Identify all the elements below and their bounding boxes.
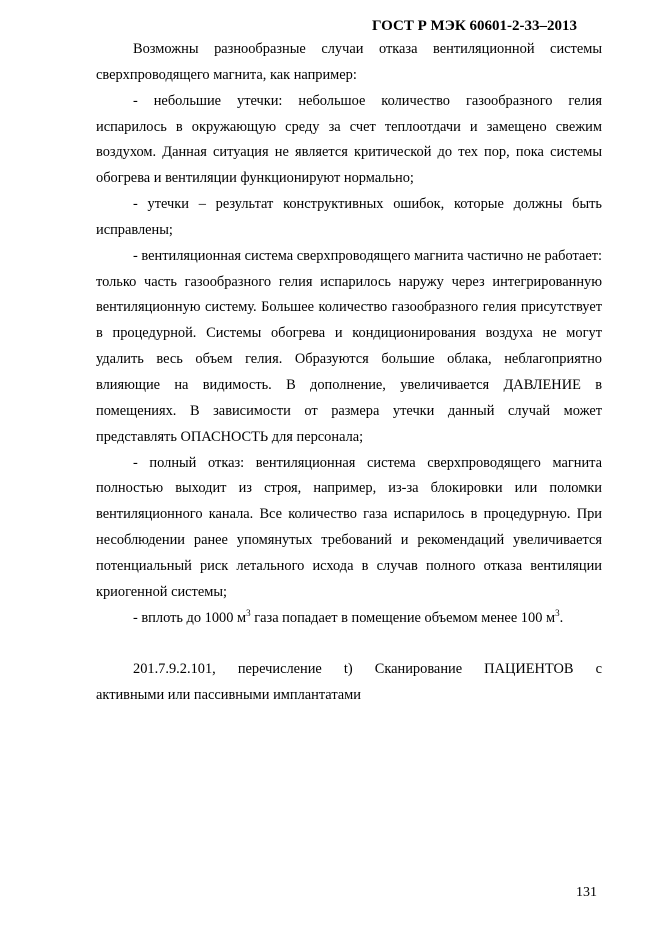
gas-volume-text-3: . bbox=[559, 609, 564, 626]
paragraph-partial-failure: - вентиляционная система сверхпроводящего магнита частично не работает: только часть газообразного гелия испарилось наружу через интегрированную вентиляционную систему. Большее количество газообразного гелия присутствует в процедурной. Системы обогрева и кондиционирования воздуха не могут удалить весь объем гелия. Образуются большие облака, неблагоприятно влияющие на видимость. В дополнение, увеличивается ДАВЛЕНИЕ в помещениях. В зависимости от размера утечки данный случай может представлять ОПАСНОСТЬ для персонала; bbox=[96, 247, 602, 445]
superscript-cubic-1: 3 bbox=[246, 607, 251, 618]
section-heading-line-1: 201.7.9.2.101, перечисление t) Сканирование ПАЦИЕНТОВ с bbox=[133, 661, 602, 678]
page-number: 131 bbox=[576, 885, 597, 900]
paragraph-small-leaks: - небольшие утечки: небольшое количество газообразного гелия испарилось в окружающую среду за счет теплоотдачи и замещено свежим воздухом. Данная ситуация не является критической до тех пор, пока системы обогрева и вентиляции функционируют нормально; bbox=[96, 92, 602, 187]
section-heading-line-2: активными или пассивными имплантатами bbox=[96, 687, 361, 704]
paragraph-intro: Возможны разнообразные случаи отказа вентиляционной системы сверхпроводящего магнита, как например: bbox=[96, 41, 602, 83]
gas-volume-text-2: газа попадает в помещение объемом менее 100 м bbox=[250, 609, 556, 626]
paragraph-full-failure: - полный отказ: вентиляционная система сверхпроводящего магнита полностью выходит из строя, например, из-за блокировки или поломки вентиляционного канала. Все количество газа испарилось в процедурную. При несоблюдении ранее упомянутых требований и рекомендаций увеличивается потенциальный риск летального исхода в случав полного отказа вентиляции криогенной системы; bbox=[96, 454, 602, 600]
paragraph-gas-volume bbox=[96, 606, 602, 632]
standard-header: ГОСТ Р МЭК 60601-2-33–2013 bbox=[372, 18, 577, 34]
superscript-cubic-2: 3 bbox=[555, 607, 560, 618]
document-body bbox=[96, 37, 602, 709]
paragraph-design-errors: - утечки – результат конструктивных ошибок, которые должны быть исправлены; bbox=[96, 196, 602, 238]
gas-volume-text-1: - вплоть до 1000 м bbox=[133, 609, 247, 626]
